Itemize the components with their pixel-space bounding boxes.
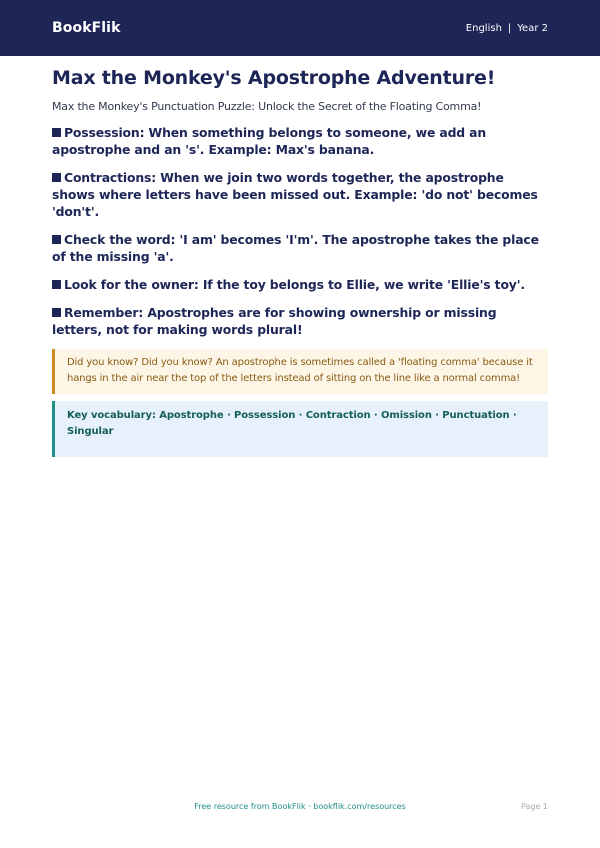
square-bullet-icon	[52, 173, 61, 182]
meta-separator: |	[507, 22, 512, 34]
vocabulary-box: Key vocabulary: Apostrophe · Possession · Contraction · Omission · Punctuation · Singular	[52, 401, 548, 457]
site-header	[0, 0, 600, 56]
key-point	[52, 124, 548, 158]
page-subtitle: Max the Monkey's Punctuation Puzzle: Unlock the Secret of the Floating Comma!	[52, 100, 482, 113]
key-point-text: Look for the owner: If the toy belongs to Ellie, we write 'Ellie's toy'.	[64, 277, 525, 292]
key-point	[52, 231, 548, 265]
main-content	[52, 66, 548, 457]
footer-link[interactable]: Free resource from BookFlik · bookflik.com/resources	[194, 802, 406, 811]
key-point-text: Remember: Apostrophes are for showing ownership or missing letters, not for making words plural!	[52, 305, 497, 337]
key-point-text: Check the word: 'I am' becomes 'I'm'. The apostrophe takes the place of the missing 'a'.	[52, 232, 539, 264]
key-points-list	[52, 124, 548, 338]
brand-logo[interactable]: BookFlik	[52, 20, 121, 36]
page-title: Max the Monkey's Apostrophe Adventure!	[52, 67, 496, 89]
fun-fact-box: Did you know? Did you know? An apostrophe is sometimes called a 'floating comma' because it hangs in the air near the top of the letters instead of sitting on the line like a normal comma!	[52, 349, 548, 394]
key-point	[52, 304, 548, 338]
year-label: Year 2	[517, 22, 548, 34]
page-number: Page 1	[521, 802, 548, 811]
square-bullet-icon	[52, 235, 61, 244]
key-point	[52, 276, 548, 293]
square-bullet-icon	[52, 280, 61, 289]
square-bullet-icon	[52, 308, 61, 317]
key-point	[52, 169, 548, 220]
square-bullet-icon	[52, 128, 61, 137]
page-footer	[52, 802, 548, 814]
header-meta	[466, 23, 548, 34]
key-point-text: Possession: When something belongs to someone, we add an apostrophe and an 's'. Example: Max's banana.	[52, 125, 487, 157]
subject-label: English	[465, 22, 502, 34]
key-point-text: Contractions: When we join two words together, the apostrophe shows where letters have been missed out. Example: 'do not' becomes 'don't'.	[52, 170, 538, 219]
